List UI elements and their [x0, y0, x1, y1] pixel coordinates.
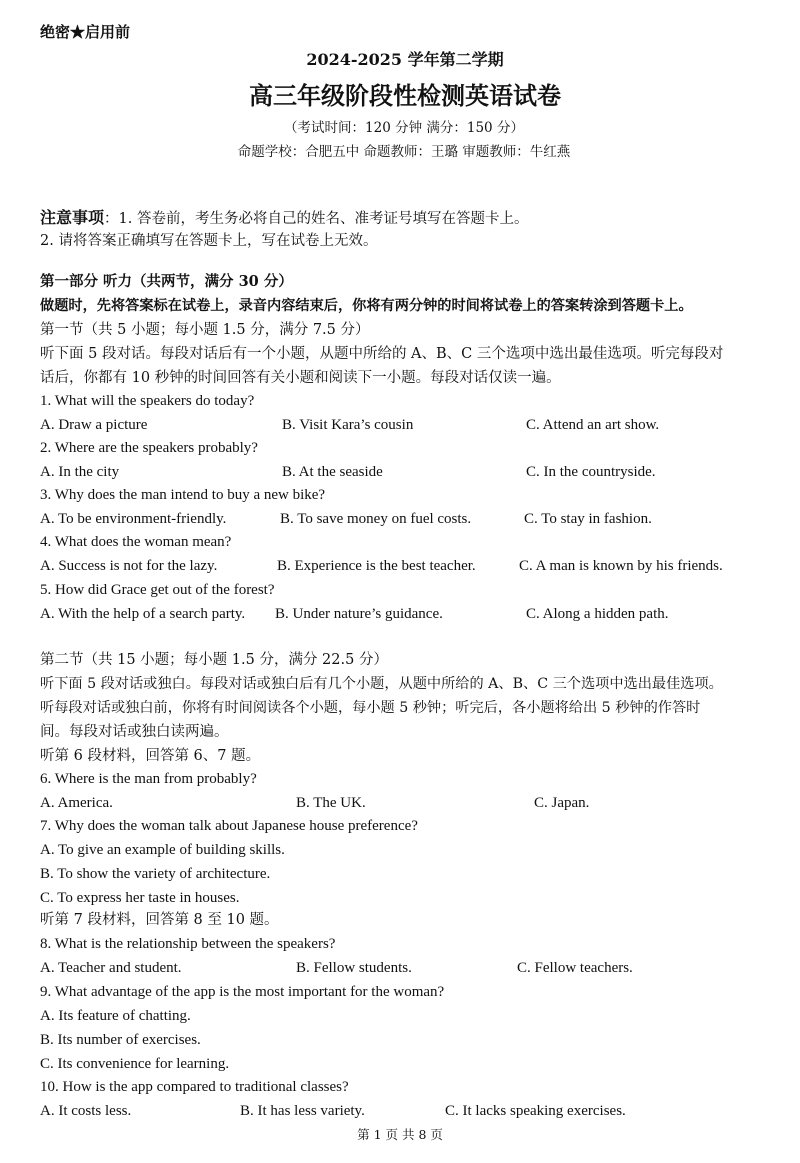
q7-option-b: B. To show the variety of architecture. — [40, 866, 271, 882]
q2-option-b: B. At the seaside — [282, 464, 383, 480]
q8-option-b: B. Fellow students. — [296, 960, 412, 976]
question-7: 7. Why does the woman talk about Japanese house preference? — [40, 818, 418, 834]
exam-title: 高三年级阶段性检测英语试卷 — [249, 81, 561, 110]
q7-option-c: C. To express her taste in houses. — [40, 890, 240, 906]
exam-duration-score: （考试时间：120 分钟 满分：150 分） — [284, 120, 524, 136]
notice-line-1 — [40, 208, 528, 229]
q10-option-c: C. It lacks speaking exercises. — [445, 1103, 626, 1119]
section1-title: 第一节（共 5 小题；每小题 1.5 分，满分 7.5 分） — [40, 322, 370, 338]
term-title: 2024-2025 学年第二学期 — [306, 50, 504, 69]
q9-option-b: B. Its number of exercises. — [40, 1032, 201, 1048]
q1-option-b: B. Visit Kara’s cousin — [282, 417, 414, 433]
confidential-label: 绝密★启用前 — [40, 23, 131, 41]
notice-label: 注意事项 — [40, 208, 105, 227]
q4-option-c: C. A man is known by his friends. — [519, 558, 723, 574]
part1-instruction: 做题时，先将答案标在试卷上，录音内容结束后，你将有两分钟的时间将试卷上的答案转涂到答题卡上。 — [40, 298, 693, 314]
question-2: 2. Where are the speakers probably? — [40, 440, 258, 456]
question-6: 6. Where is the man from probably? — [40, 771, 257, 787]
q5-option-b: B. Under nature’s guidance. — [275, 606, 443, 622]
exam-setters: 命题学校：合肥五中 命题教师：王璐 审题教师：牛红燕 — [237, 144, 571, 160]
section1-desc-2: 话后，你都有 10 秒钟的时间回答有关小题和阅读下一小题。每段对话仅读一遍。 — [40, 370, 561, 386]
q3-option-b: B. To save money on fuel costs. — [280, 511, 472, 527]
q6-option-a: A. America. — [40, 795, 113, 811]
q4-option-b: B. Experience is the best teacher. — [277, 558, 476, 574]
q8-option-c: C. Fellow teachers. — [517, 960, 633, 976]
notice-text-1: ：1. 答卷前，考生务必将自己的姓名、准考证号填写在答题卡上。 — [104, 211, 529, 227]
q1-option-a: A. Draw a picture — [40, 417, 148, 433]
q2-option-a: A. In the city — [40, 464, 120, 480]
q5-option-c: C. Along a hidden path. — [526, 606, 669, 622]
q10-option-a: A. It costs less. — [40, 1103, 132, 1119]
section2-desc-1: 听下面 5 段对话或独白。每段对话或独白后有几个小题，从题中所给的 A、B、C 三个选项中选出最佳选项。 — [40, 676, 723, 692]
material-6-label: 听第 6 段材料，回答第 6、7 题。 — [40, 748, 261, 764]
section1-desc-1: 听下面 5 段对话。每段对话后有一个小题，从题中所给的 A、B、C 三个选项中选出最佳选项。听完每段对 — [40, 346, 724, 362]
material-7-label: 听第 7 段材料，回答第 8 至 10 题。 — [40, 912, 279, 928]
question-4: 4. What does the woman mean? — [40, 534, 232, 550]
q3-option-c: C. To stay in fashion. — [524, 511, 652, 527]
q6-option-b: B. The UK. — [296, 795, 366, 811]
question-1: 1. What will the speakers do today? — [40, 393, 255, 409]
q1-option-c: C. Attend an art show. — [526, 417, 660, 433]
section2-title: 第二节（共 15 小题；每小题 1.5 分，满分 22.5 分） — [40, 652, 388, 668]
question-3: 3. Why does the man intend to buy a new bike? — [40, 487, 326, 503]
q2-option-c: C. In the countryside. — [526, 464, 656, 480]
q3-option-a: A. To be environment-friendly. — [40, 511, 227, 527]
question-5: 5. How did Grace get out of the forest? — [40, 582, 275, 598]
q6-option-c: C. Japan. — [534, 795, 590, 811]
q7-option-a: A. To give an example of building skills. — [40, 842, 285, 858]
section2-desc-3: 间。每段对话或独白读两遍。 — [40, 724, 229, 740]
notice-line-2: 2. 请将答案正确填写在答题卡上，写在试卷上无效。 — [40, 233, 378, 249]
q8-option-a: A. Teacher and student. — [40, 960, 182, 976]
q9-option-c: C. Its convenience for learning. — [40, 1056, 230, 1072]
question-9: 9. What advantage of the app is the most important for the woman? — [40, 984, 445, 1000]
q5-option-a: A. With the help of a search party. — [40, 606, 246, 622]
part1-title: 第一部分 听力（共两节，满分 30 分） — [40, 273, 293, 290]
question-8: 8. What is the relationship between the speakers? — [40, 936, 336, 952]
q9-option-a: A. Its feature of chatting. — [40, 1008, 191, 1024]
q10-option-b: B. It has less variety. — [240, 1103, 365, 1119]
section2-desc-2: 听每段对话或独白前，你将有时间阅读各个小题，每小题 5 秒钟；听完后，各小题将给出 5 秒钟的作答时 — [40, 700, 701, 716]
page-footer: 第 1 页 共 8 页 — [357, 1127, 443, 1142]
q4-option-a: A. Success is not for the lazy. — [40, 558, 218, 574]
question-10: 10. How is the app compared to traditional classes? — [40, 1079, 349, 1095]
